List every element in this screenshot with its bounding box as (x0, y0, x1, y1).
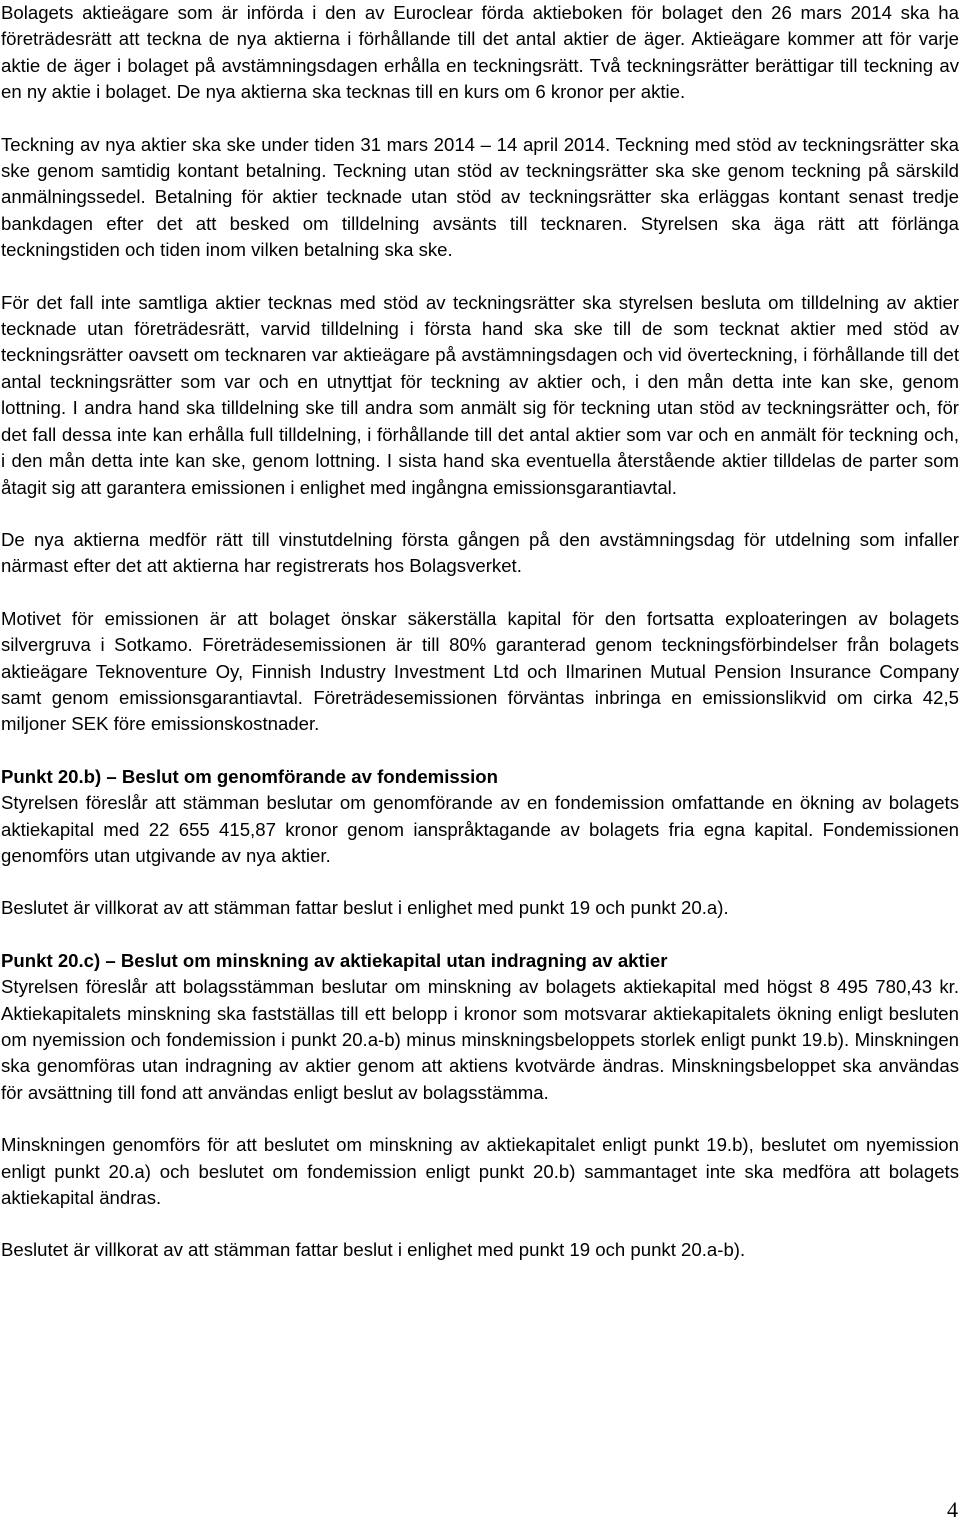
page-number: 4 (947, 1497, 958, 1522)
paragraph-motive: Motivet för emissionen är att bolaget önskar säkerställa kapital för den fortsatta exploateringen av bolagets silvergruva i Sotkamo. Företrädesemissionen är till 80% garanterad genom teckningsförbindelser från bolagets aktieägare Teknoventure Oy, Finnish Industry Investment Ltd och Ilmarinen Mutual Pension Insurance Company samt genom emissionsgarantiavtal. Företrädesemissionen förväntas inbringa en emissionslikvid om cirka 42,5 miljoner SEK före emissionskostnader. (1, 607, 959, 735)
section-20b-heading: Punkt 20.b) – Beslut om genomförande av fondemission (1, 765, 498, 787)
paragraph-allocation: För det fall inte samtliga aktier tecknas med stöd av teckningsrätter ska styrelsen besluta om tilldelning av aktier tecknade utan företrädesrätt, varvid tilldelning i första hand ska ske till de som tecknat aktier med stöd av teckningsrätter oavsett om tecknaren var aktieägare på avstämningsdagen och vid överteckning, i förhållande till det antal teckningsrätter som var och en utnyttjat för teckning av aktier och, i den mån detta inte kan ske, genom lottning. I andra hand ska tilldelning ske till andra som anmält sig för teckning utan stöd av teckningsrätter och, för det fall dessa inte kan erhålla full tilldelning, i förhållande till det antal aktier som var och en anmält för teckning och, i den mån detta inte kan ske, genom lottning. I sista hand ska eventuella återstående aktier tilldelas de parter som åtagit sig att garantera emissionen i enlighet med ingångna emissionsgarantiavtal. (1, 291, 959, 498)
section-20c (1, 948, 959, 1106)
section-20c-body: Styrelsen föreslår att bolagsstämman beslutar om minskning av bolagets aktiekapital med högst 8 495 780,43 kr. Aktiekapitalets minskning ska fastställas till ett belopp i kronor som motsvarar aktiekapitalets ökning enligt besluten om nyemission och fondemission i punkt 20.a-b) minus minskningsbeloppets storlek enligt punkt 19.b). Minskningen ska genomföras utan indragning av aktier genom att aktiens kvotvärde ändras. Minskningsbeloppet ska användas för avsättning till fond att användas enligt beslut av bolagsstämma. (1, 976, 959, 1103)
paragraph-preemption-rights: Bolagets aktieägare som är införda i den av Euroclear förda aktieboken för bolaget den 26 mars 2014 ska ha företrädesrätt att teckna de nya aktierna i förhållande till det antal aktier de äger. Aktieägare kommer att för varje aktie de äger i bolaget på avstämningsdagen erhålla en teckningsrätt. Två teckningsrätter berättigar till teckning av en ny aktie i bolaget. De nya aktierna ska tecknas till en kurs om 6 kronor per aktie. (1, 2, 959, 103)
paragraph-dividend-rights: De nya aktierna medför rätt till vinstutdelning första gången på den avstämningsdag för utdelning som infaller närmast efter det att aktierna har registrerats hos Bolagsverket. (1, 528, 959, 577)
section-20c-combined-effect: Minskningen genomförs för att beslutet om minskning av aktiekapitalet enligt punkt 19.b), beslutet om nyemission enligt punkt 20.a) och beslutet om fondemission enligt punkt 20.b) sammantaget inte ska medföra att bolagets aktiekapital ändras. (1, 1134, 959, 1209)
section-20c-heading: Punkt 20.c) – Beslut om minskning av aktiekapital utan indragning av aktier (1, 949, 668, 971)
paragraph-subscription-period: Teckning av nya aktier ska ske under tiden 31 mars 2014 – 14 april 2014. Teckning med stöd av teckningsrätter ska ske genom samtidig kontant betalning. Teckning utan stöd av teckningsrätter ska ske genom teckning på särskild anmälningssedel. Betalning för aktier tecknade utan stöd av teckningsrätter ska erläggas kontant senast tredje bankdagen efter det att besked om tilldelning avsänts till tecknaren. Styrelsen ska äga rätt att förlänga teckningstiden och tiden inom vilken betalning ska ske. (1, 133, 959, 261)
section-20c-condition: Beslutet är villkorat av att stämman fattar beslut i enlighet med punkt 19 och punkt 20.a-b). (1, 1239, 746, 1261)
section-20b-body: Styrelsen föreslår att stämman beslutar om genomförande av en fondemission omfattande en ökning av bolagets aktiekapital med 22 655 415,87 kronor genom ianspråktagande av bolagets fria egna kapital. Fondemissionen genomförs utan utgivande av nya aktier. (1, 792, 959, 866)
section-20b-condition: Beslutet är villkorat av att stämman fattar beslut i enlighet med punkt 19 och punkt 20.a). (1, 897, 729, 919)
document-body (1, 0, 959, 1264)
section-20b (1, 764, 959, 870)
